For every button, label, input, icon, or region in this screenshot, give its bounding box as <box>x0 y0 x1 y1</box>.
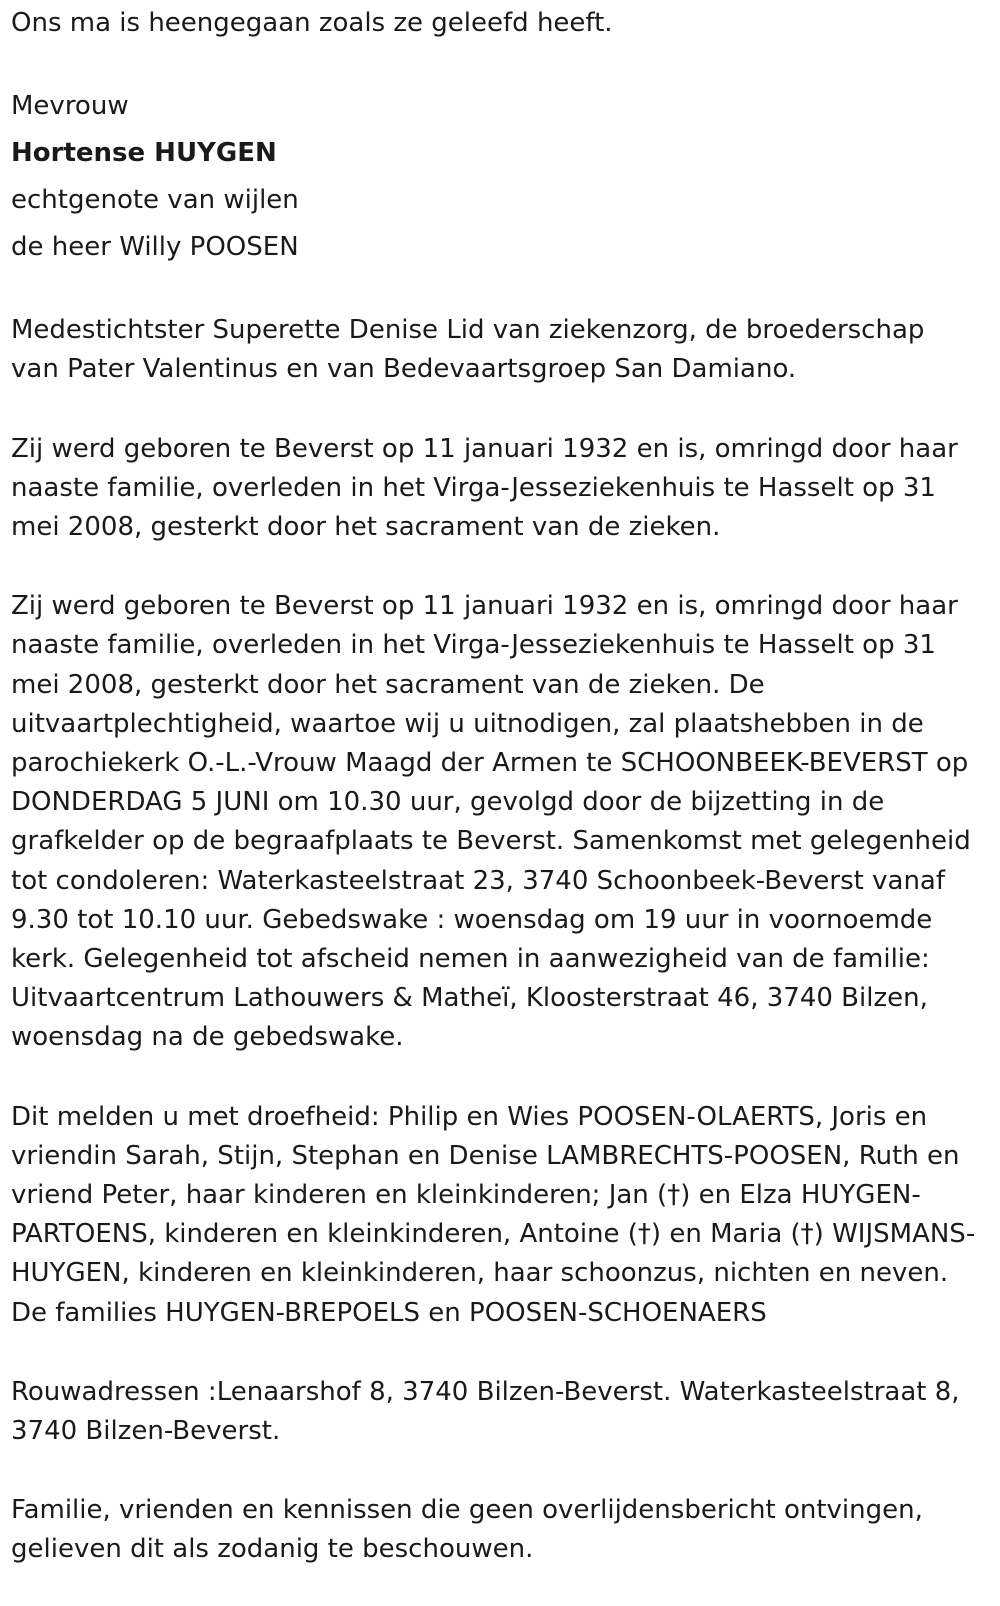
deceased-name: Hortense HUYGEN <box>11 138 277 169</box>
honorific: Mevrouw <box>11 91 129 122</box>
birth-death-paragraph: Zij werd geboren te Beverst op 11 januari 1932 en is, omringd door haar naaste familie, overleden in het Virga-Jesseziekenhuis te Hasselt op 31 mei 2008, gesterkt door het sacrament van de zieken. <box>11 433 958 543</box>
closing-paragraph: Familie, vrienden en kennissen die geen overlijdensbericht ontvingen, gelieven dit als zodanig te beschouwen. <box>11 1495 923 1565</box>
family-paragraph: Dit melden u met droefheid: Philip en Wies POOSEN-OLAERTS, Joris en vriendin Sarah, Stijn, Stephan en Denise LAMBRECHTS-POOSEN, Ruth en vriend Peter, haar kinderen en kleinkinderen; Jan (†) en Elza HUYGEN-PARTOENS, kinderen en kleinkinderen, Antoine (†) en Maria (†) WIJSMANS-HUYGEN, kinderen en kleinkinderen, haar schoonzus, nichten en neven. De families HUYGEN-BREPOELS en POOSEN-SCHOENAERS <box>11 1101 976 1328</box>
spouse-line-1: echtgenote van wijlen <box>11 185 299 216</box>
spouse-line-2: de heer Willy POOSEN <box>11 232 299 263</box>
affiliations-paragraph: Medestichtster Superette Denise Lid van ziekenzorg, de broederschap van Pater Valentinus en van Bedevaartsgroep San Damiano. <box>11 315 925 385</box>
funeral-details-paragraph: Zij werd geboren te Beverst op 11 januari 1932 en is, omringd door haar naaste familie, overleden in het Virga-Jesseziekenhuis te Hasselt op 31 mei 2008, gesterkt door het sacrament van de zieken. De uitvaartplechtigheid, waartoe wij u uitnodigen, zal plaatshebben in de parochiekerk O.-L.-Vrouw Maagd der Armen te SCHOONBEEK-BEVERST op DONDERDAG 5 JUNI om 10.30 uur, gevolgd door de bijzetting in de grafkelder op de begraafplaats te Beverst. Samenkomst met gelegenheid tot condoleren: Waterkasteelstraat 23, 3740 Schoonbeek-Beverst vanaf 9.30 tot 10.10 uur. Gebedswake : woensdag om 19 uur in voornoemde kerk. Gelegenheid tot afscheid nemen in aanwezigheid van de familie: Uitvaartcentrum Lathouwers & Matheï, Kloosterstraat 46, 3740 Bilzen, woensdag na de gebedswake. <box>11 591 971 1053</box>
opening-line: Ons ma is heengegaan zoals ze geleefd heeft. <box>11 8 613 38</box>
mourning-addresses-paragraph: Rouwadressen :Lenaarshof 8, 3740 Bilzen-Beverst. Waterkasteelstraat 8, 3740 Bilzen-Beverst. <box>11 1376 960 1447</box>
